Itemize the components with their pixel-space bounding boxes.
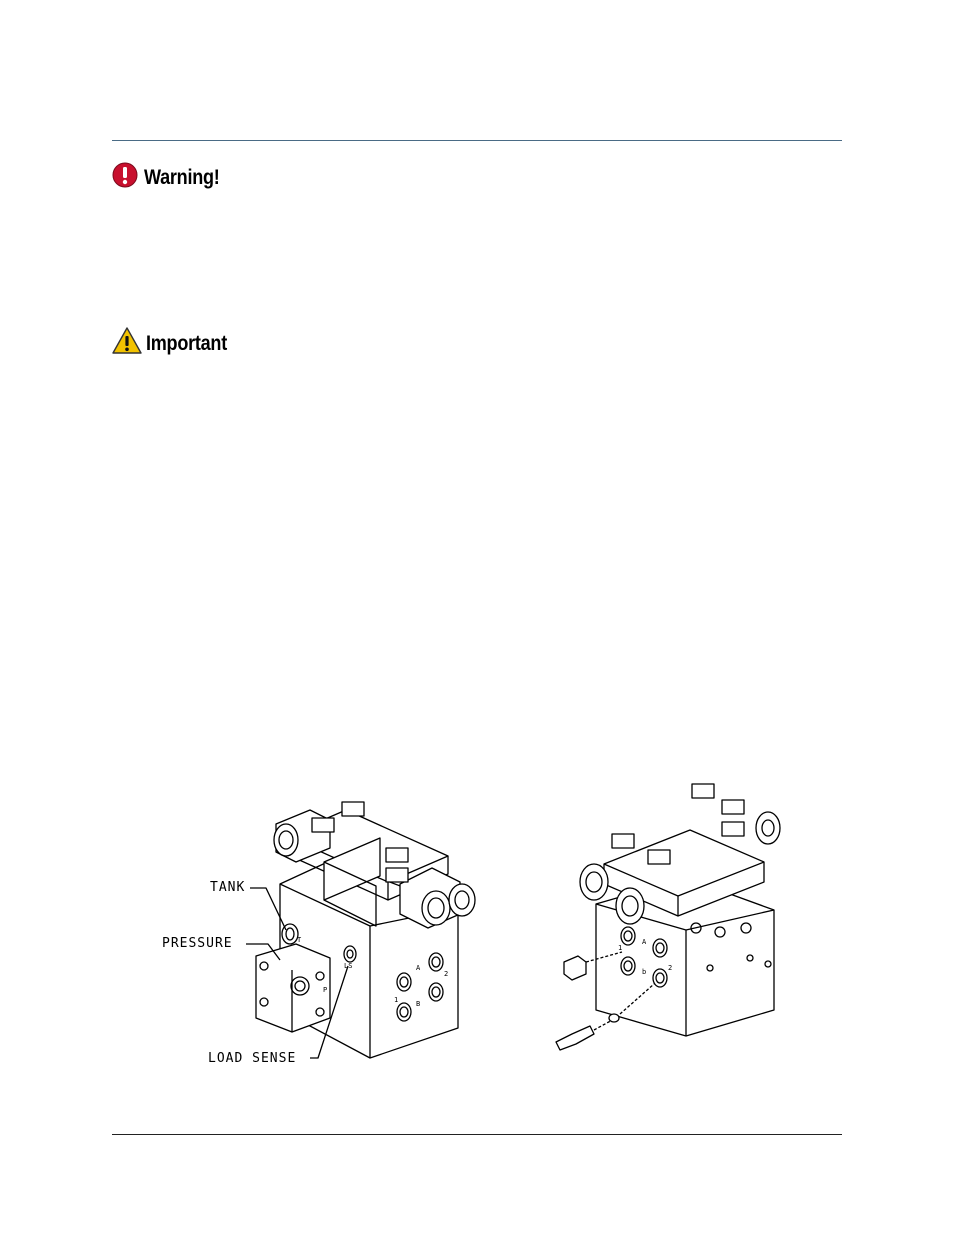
important-callout <box>112 327 240 360</box>
manifold-figure-front <box>160 796 505 1070</box>
port-mark-2: 2 <box>444 970 449 978</box>
footer-rule <box>112 1134 842 1135</box>
port-mark-1: 1 <box>394 996 399 1004</box>
port-mark-a: A <box>416 964 421 972</box>
exclamation-circle-icon <box>112 162 140 193</box>
pressure-label: PRESSURE <box>162 936 233 951</box>
important-title: Important <box>146 331 227 355</box>
load-sense-label: LOAD SENSE <box>208 1051 297 1066</box>
tank-label: TANK <box>210 880 246 895</box>
manifold-figure-rear <box>550 778 795 1068</box>
warning-triangle-icon <box>112 327 142 360</box>
rear-port-mark-2: 2 <box>668 964 673 972</box>
header-rule <box>112 140 842 141</box>
port-mark-t: T <box>297 936 302 944</box>
rear-port-mark-1: 1 <box>618 944 623 952</box>
warning-callout <box>112 162 232 193</box>
port-mark-b: B <box>416 1000 421 1008</box>
rear-port-mark-b: b <box>642 968 647 976</box>
rear-port-mark-a: A <box>642 938 647 946</box>
port-mark-ls: LS <box>344 962 353 970</box>
warning-title: Warning! <box>144 165 220 189</box>
port-mark-p: P <box>323 986 328 994</box>
